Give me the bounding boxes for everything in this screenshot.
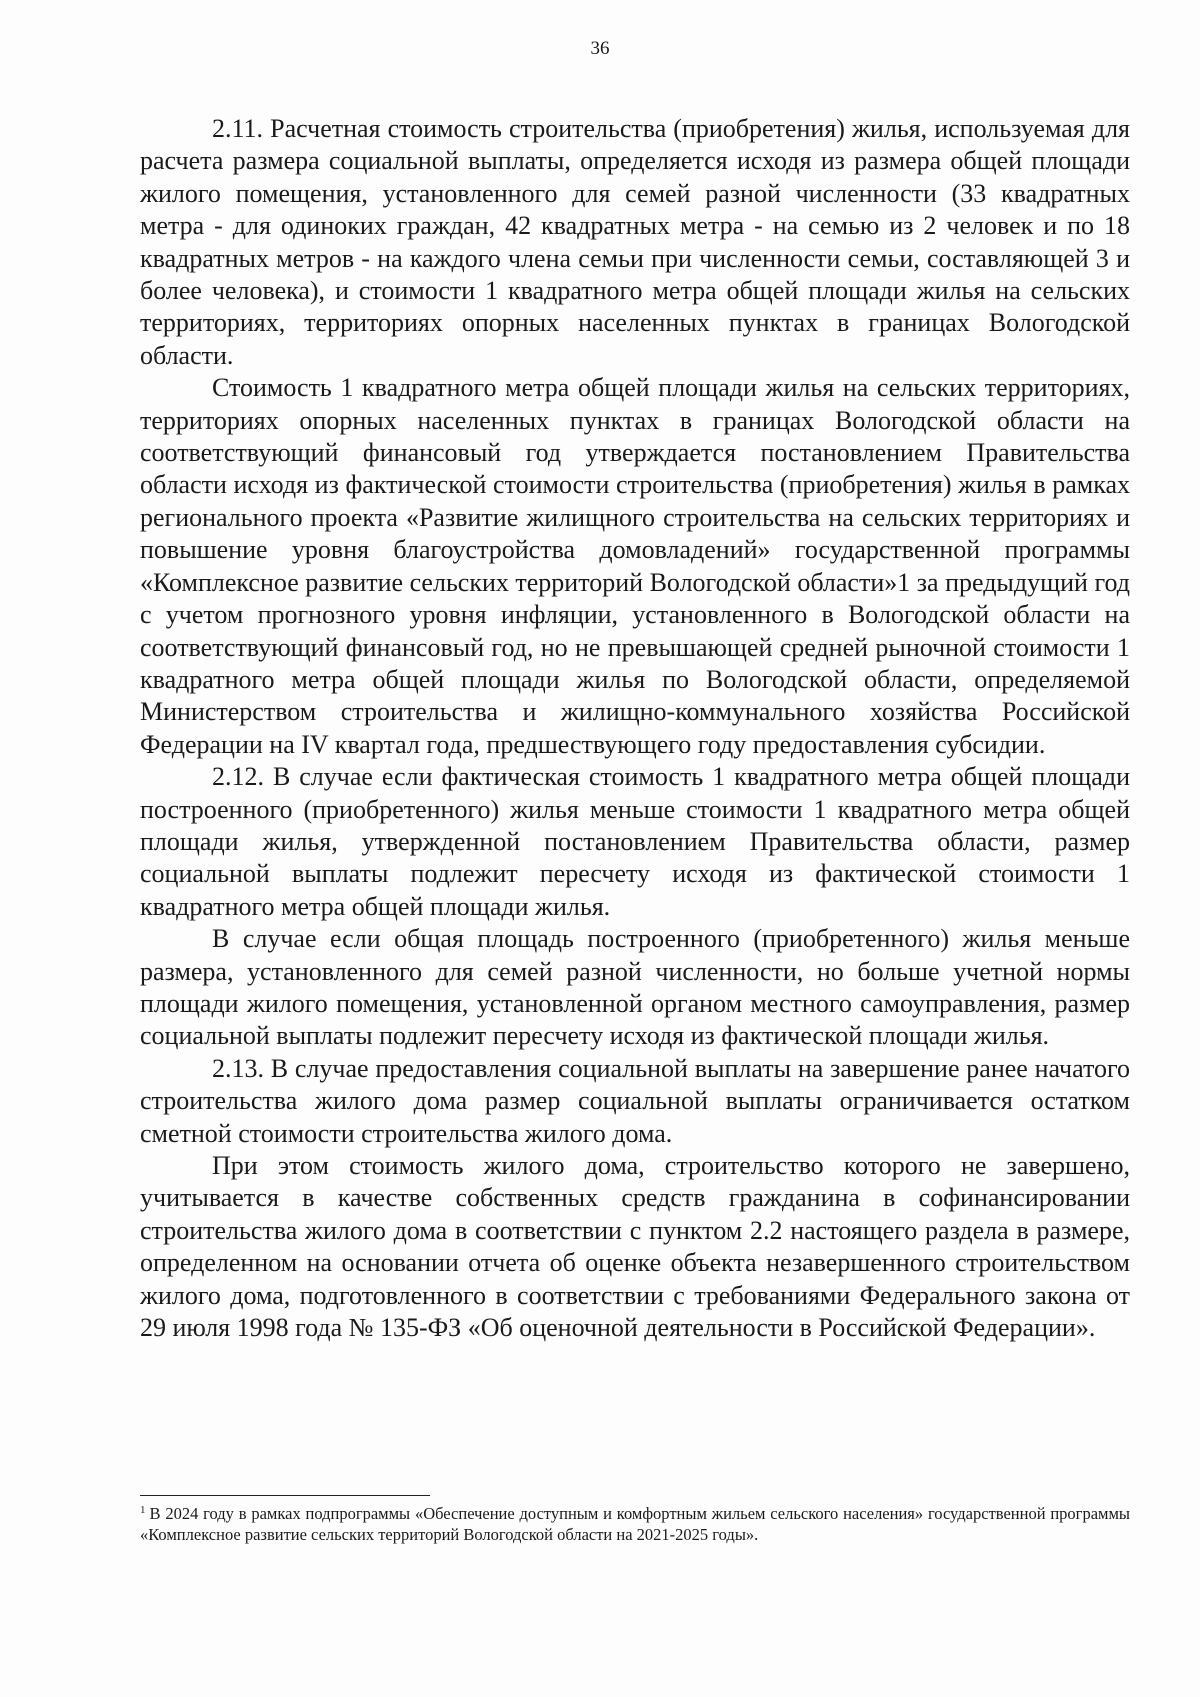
page-number: 36 (590, 38, 610, 59)
footnote (140, 1503, 1130, 1545)
paragraph-2-13: 2.13. В случае предоставления социальной выплаты на завершение ранее начатого строительства жилого дома размер социальной выплаты ограничивается остатком сметной стоимости строительства жилого дома. (140, 1053, 1130, 1148)
footnote-marker: 1 (140, 1503, 146, 1516)
footnote-reference: 1 (897, 567, 911, 597)
footnote-divider (140, 1495, 430, 1496)
paragraph-2-12: 2.12. В случае если фактическая стоимость 1 квадратного метра общей площади построенного (приобретенного) жилья меньше стоимости 1 квадратного метра общей площади жилья, утвержденной постановлением Правительства области, размер социальной выплаты подлежит пересчету исходя из фактической стоимости 1 квадратного метра общей площади жилья. (140, 762, 1130, 921)
paragraph-unfinished-house-cost: При этом стоимость жилого дома, строительство которого не завершено, учитывается в качестве собственных средств гражданина в софинансировании строительства жилого дома в соответствии с пунктом 2.2 настоящего раздела в размере, определенном на основании отчета об оценке объекта незавершенного строительством жилого дома, подготовленного в соответствии с требованиями Федерального закона от 29 июля 1998 года № 135-ФЗ «Об оценочной деятельности в Российской Федерации». (140, 1151, 1130, 1343)
paragraph-text-part: за предыдущий год с учетом прогнозного уровня инфляции, установленного в Вологодской области на соответствующий финансовый год, но не превышающей средней рыночной стоимости 1 квадратного метра общей площади жилья по Вологодской области, определяемой Министерством строительства и жилищно-коммунального хозяйства Российской Федерации на IV квартал года, предшествующего году предоставления субсидии. (140, 567, 1130, 759)
document-body (140, 113, 1130, 1344)
footnote-text: В 2024 году в рамках подпрограммы «Обеспечение доступным и комфортным жильем сельского населения» государственной программы «Комплексное развитие сельских территорий Вологодской области на 2021-2025 годы». (140, 1504, 1130, 1544)
paragraph-text-part: Стоимость 1 квадратного метра общей площади жилья на сельских территориях, территориях опорных населенных пунктах в границах Вологодской области на соответствующий финансовый год утверждается постановлением Правительства области исходя из фактической стоимости строительства (приобретения) жилья в рамках регионального проекта «Развитие жилищного строительства на сельских территориях и повышение уровня благоустройства домовладений» государственной программы «Комплексное развитие сельских территорий Вологодской области» (140, 373, 1130, 597)
paragraph-2-11: 2.11. Расчетная стоимость строительства (приобретения) жилья, используемая для расчета размера социальной выплаты, определяется исходя из размера общей площади жилого помещения, установленного для семей разной численности (33 квадратных метра - для одиноких граждан, 42 квадратных метра - на семью из 2 человек и по 18 квадратных метров - на каждого члена семьи при численности семьи, составляющей 3 и более человека), и стоимости 1 квадратного метра общей площади жилья на сельских территориях, территориях опорных населенных пунктах в границах Вологодской области. (140, 114, 1130, 370)
paragraph-cost-per-square-meter (140, 372, 1130, 761)
paragraph-area-recalculation: В случае если общая площадь построенного (приобретенного) жилья меньше размера, установленного для семей разной численности, но больше учетной нормы площади жилого помещения, установленной органом местного самоуправления, размер социальной выплаты подлежит пересчету исходя из фактической площади жилья. (140, 924, 1130, 1051)
